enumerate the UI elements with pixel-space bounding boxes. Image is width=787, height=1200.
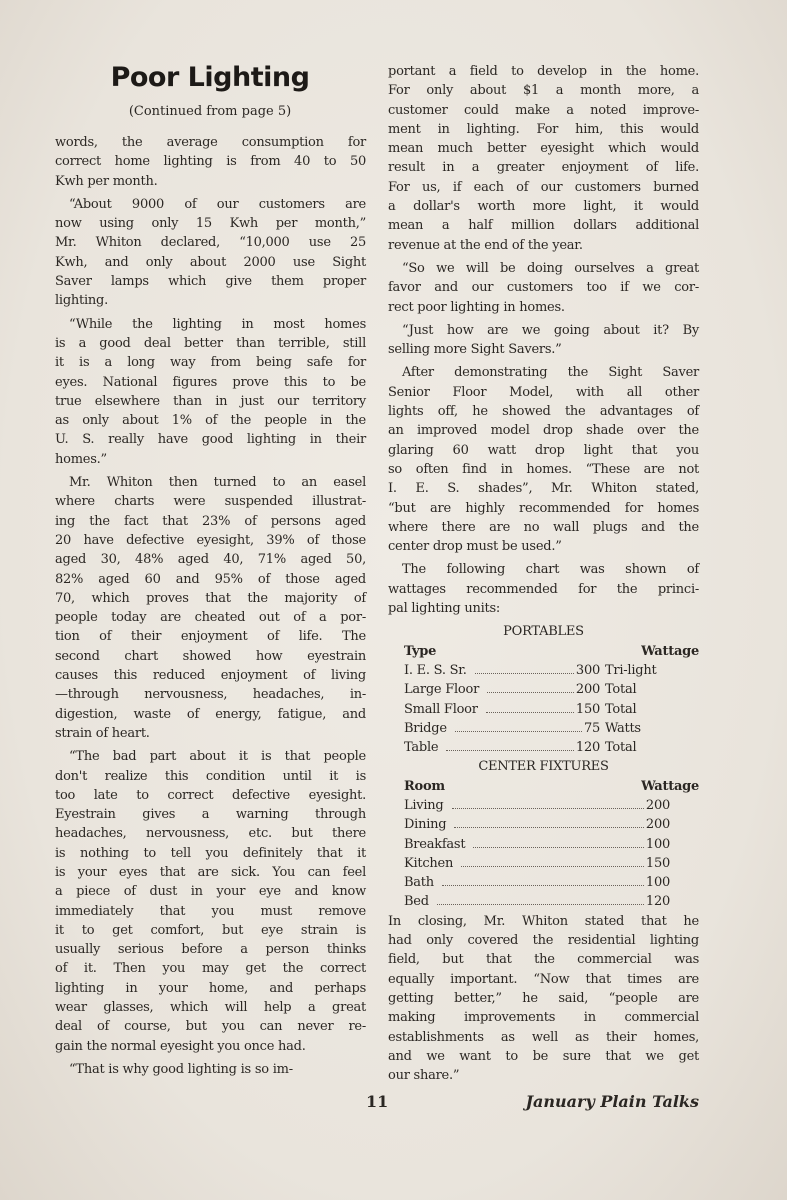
row-wattage: 75 bbox=[583, 720, 600, 736]
dot-leader bbox=[446, 750, 574, 751]
center-fixtures-col-wattage: Wattage bbox=[641, 778, 699, 794]
row-wattage: 100 bbox=[645, 875, 670, 891]
text-line: deal of course, but you can never re- bbox=[55, 1019, 366, 1035]
table-row bbox=[388, 854, 699, 873]
row-unit: Total bbox=[605, 740, 637, 756]
text-line: selling more Sight Savers.” bbox=[388, 342, 562, 358]
table-row bbox=[388, 719, 699, 738]
text-line: “While the lighting in most homes bbox=[69, 316, 366, 332]
row-wattage: 200 bbox=[575, 682, 600, 698]
text-line: had only covered the residential lighting bbox=[388, 933, 699, 949]
paragraph bbox=[388, 62, 699, 255]
paragraph bbox=[55, 473, 366, 743]
text-line: Kwh per month. bbox=[55, 173, 158, 189]
text-line: where there are no wall plugs and the bbox=[388, 519, 699, 535]
text-line: U. S. really have good lighting in their bbox=[55, 432, 366, 448]
text-line: center drop must be used.” bbox=[388, 539, 562, 555]
portables-col-type: Type bbox=[404, 643, 437, 659]
text-line: mean a half million dollars additional bbox=[388, 218, 699, 234]
text-line: wattages recommended for the princi- bbox=[388, 581, 699, 597]
dot-leader bbox=[473, 847, 644, 848]
row-wattage: 200 bbox=[645, 817, 670, 833]
text-line: making improvements in commercial bbox=[388, 1010, 699, 1026]
text-line: revenue at the end of the year. bbox=[388, 237, 583, 253]
text-line: rect poor lighting in homes. bbox=[388, 299, 565, 315]
text-line: result in a greater enjoyment of life. bbox=[388, 160, 699, 176]
text-line: customer could make a noted improve- bbox=[388, 102, 699, 118]
text-line: so often find in homes. “These are not bbox=[388, 461, 699, 477]
right-column-text-before bbox=[388, 62, 699, 618]
row-label: Dining bbox=[404, 817, 447, 833]
paragraph bbox=[388, 363, 699, 556]
center-fixtures-heading: CENTER FIXTURES bbox=[478, 759, 609, 775]
row-label: Bath bbox=[404, 875, 434, 891]
paragraph bbox=[55, 1060, 366, 1079]
portables-heading: PORTABLES bbox=[503, 624, 584, 640]
table-row bbox=[388, 680, 699, 699]
row-wattage: 300 bbox=[575, 662, 600, 678]
text-line: “Just how are we going about it? By bbox=[402, 322, 699, 338]
row-wattage: 100 bbox=[645, 836, 670, 852]
text-line: 20 have defective eyesight, 39% of those bbox=[55, 532, 366, 548]
table-row bbox=[388, 815, 699, 834]
text-line: tion of their enjoyment of life. The bbox=[55, 629, 366, 645]
text-line: I. E. S. shades”, Mr. Whiton stated, bbox=[388, 481, 699, 497]
text-line: wear glasses, which will help a great bbox=[55, 1000, 366, 1016]
text-line: people today are cheated out of a por- bbox=[55, 610, 366, 626]
text-line: correct home lighting is from 40 to 50 bbox=[55, 154, 366, 170]
text-line: don't realize this condition until it is bbox=[55, 768, 366, 784]
text-line: Mr. Whiton declared, “10,000 use 25 bbox=[55, 235, 366, 251]
paragraph bbox=[55, 315, 366, 469]
text-line: favor and our customers too if we cor- bbox=[388, 280, 699, 296]
text-line: gain the normal eyesight you once had. bbox=[55, 1038, 306, 1054]
table-row bbox=[388, 700, 699, 719]
paragraph bbox=[55, 195, 366, 311]
text-line: a piece of dust in your eye and know bbox=[55, 884, 366, 900]
article-subtitle: (Continued from page 5) bbox=[128, 104, 292, 119]
table-row bbox=[388, 661, 699, 680]
text-line: digestion, waste of energy, fatigue, and bbox=[55, 706, 366, 722]
dot-leader bbox=[452, 808, 644, 809]
dot-leader bbox=[454, 827, 644, 828]
text-line: now using only 15 Kwh per month,” bbox=[55, 216, 366, 232]
article-title: Poor Lighting bbox=[110, 62, 310, 93]
text-line: Senior Floor Model, with all other bbox=[388, 384, 699, 400]
text-line: “but are highly recommended for homes bbox=[388, 500, 699, 516]
row-unit: Tri-light bbox=[605, 662, 657, 678]
row-unit: Total bbox=[605, 701, 637, 717]
text-line: too late to correct defective eyesight. bbox=[55, 787, 366, 803]
text-line: glaring 60 watt drop light that you bbox=[388, 442, 699, 458]
text-line: After demonstrating the Sight Saver bbox=[402, 365, 699, 381]
row-label: Breakfast bbox=[404, 836, 466, 852]
text-line: Kwh, and only about 2000 use Sight bbox=[55, 254, 366, 270]
paragraph bbox=[388, 912, 699, 1086]
row-label: Small Floor bbox=[404, 701, 478, 717]
right-column-text-after bbox=[388, 912, 699, 1086]
right-column bbox=[388, 62, 699, 1089]
row-label: I. E. S. Sr. bbox=[404, 662, 467, 678]
magazine-name: January Plain Talks bbox=[525, 1092, 699, 1111]
row-unit: Watts bbox=[605, 720, 641, 736]
row-label: Bed bbox=[404, 894, 429, 910]
text-line: equally important. “Now that times are bbox=[388, 971, 699, 987]
page-number: 11 bbox=[366, 1092, 389, 1111]
text-line: is your eyes that are sick. You can feel bbox=[55, 864, 366, 880]
row-unit: Total bbox=[605, 682, 637, 698]
text-line: second chart showed how eyestrain bbox=[55, 648, 366, 664]
paragraph bbox=[55, 747, 366, 1056]
table-row bbox=[388, 738, 699, 757]
text-line: getting better,” he said, “people are bbox=[388, 990, 699, 1006]
text-line: 82% aged 60 and 95% of those aged bbox=[55, 571, 366, 587]
text-line: field, but that the commercial was bbox=[388, 952, 699, 968]
text-line: strain of heart. bbox=[55, 725, 150, 741]
text-line: it is a long way from being safe for bbox=[55, 355, 366, 371]
dot-leader bbox=[486, 712, 574, 713]
paragraph bbox=[388, 259, 699, 317]
text-line: and we want to be sure that we get bbox=[388, 1048, 699, 1064]
portables-table bbox=[388, 622, 699, 757]
text-line: In closing, Mr. Whiton stated that he bbox=[388, 913, 699, 929]
text-line: lighting. bbox=[55, 293, 108, 309]
text-line: as only about 1% of the people in the bbox=[55, 413, 366, 429]
text-line: an improved model drop shade over the bbox=[388, 423, 699, 439]
text-line: Eyestrain gives a warning through bbox=[55, 807, 366, 823]
paragraph bbox=[388, 560, 699, 618]
row-label: Large Floor bbox=[404, 682, 480, 698]
left-column bbox=[55, 133, 366, 1083]
text-line: of it. Then you may get the correct bbox=[55, 961, 366, 977]
text-line: usually serious before a person thinks bbox=[55, 942, 366, 958]
text-line: For only about $1 a month more, a bbox=[388, 83, 699, 99]
table-row bbox=[388, 873, 699, 892]
text-line: “The bad part about it is that people bbox=[69, 749, 366, 765]
row-label: Bridge bbox=[404, 720, 447, 736]
text-line: homes.” bbox=[55, 451, 107, 467]
row-wattage: 150 bbox=[575, 701, 600, 717]
text-line: pal lighting units: bbox=[388, 601, 501, 617]
portables-col-wattage: Wattage bbox=[641, 643, 699, 659]
text-line: portant a field to develop in the home. bbox=[388, 64, 699, 79]
row-wattage: 120 bbox=[575, 740, 600, 756]
dot-leader bbox=[461, 866, 644, 867]
dot-leader bbox=[487, 692, 574, 693]
row-label: Living bbox=[404, 797, 444, 813]
center-fixtures-col-room: Room bbox=[404, 778, 445, 794]
text-line: words, the average consumption for bbox=[55, 135, 366, 150]
center-fixtures-table bbox=[388, 757, 699, 911]
text-line: mean much better eyesight which would bbox=[388, 141, 699, 157]
text-line: establishments as well as their homes, bbox=[388, 1029, 699, 1045]
text-line: aged 30, 48% aged 40, 71% aged 50, bbox=[55, 552, 366, 568]
text-line: Mr. Whiton then turned to an easel bbox=[69, 475, 366, 491]
text-line: “About 9000 of our customers are bbox=[69, 196, 366, 212]
text-line: ment in lighting. For him, this would bbox=[388, 121, 699, 137]
text-line: For us, if each of our customers burned bbox=[388, 179, 699, 195]
text-line: 70, which proves that the majority of bbox=[55, 590, 366, 606]
text-line: causes this reduced enjoyment of living bbox=[55, 668, 366, 684]
table-row bbox=[388, 796, 699, 815]
text-line: lighting in your home, and perhaps bbox=[55, 980, 366, 996]
dot-leader bbox=[437, 904, 644, 905]
text-line: our share.” bbox=[388, 1068, 460, 1084]
text-line: a dollar's worth more light, it would bbox=[388, 199, 699, 215]
text-line: Saver lamps which give them proper bbox=[55, 274, 366, 290]
text-line: ing the fact that 23% of persons aged bbox=[55, 513, 366, 529]
text-line: it to get comfort, but eye strain is bbox=[55, 922, 366, 938]
table-row bbox=[388, 892, 699, 911]
text-line: lights off, he showed the advantages of bbox=[388, 404, 699, 420]
row-wattage: 150 bbox=[645, 855, 670, 871]
row-label: Table bbox=[404, 740, 439, 756]
text-line: The following chart was shown of bbox=[402, 562, 699, 578]
text-line: eyes. National figures prove this to be bbox=[55, 374, 366, 390]
dot-leader bbox=[475, 673, 574, 674]
paragraph bbox=[388, 321, 699, 360]
text-line: is nothing to tell you definitely that it bbox=[55, 845, 366, 861]
text-line: where charts were suspended illustrat- bbox=[55, 494, 366, 510]
text-line: —through nervousness, headaches, in- bbox=[55, 687, 366, 703]
row-wattage: 200 bbox=[645, 797, 670, 813]
paragraph bbox=[55, 133, 366, 191]
text-line: true elsewhere than in just our territory bbox=[55, 393, 366, 409]
dot-leader bbox=[455, 731, 582, 732]
text-line: “That is why good lighting is so im- bbox=[69, 1061, 293, 1077]
dot-leader bbox=[442, 885, 644, 886]
text-line: “So we will be doing ourselves a great bbox=[402, 260, 699, 276]
text-line: is a good deal better than terrible, still bbox=[55, 335, 366, 351]
table-row bbox=[388, 835, 699, 854]
text-line: immediately that you must remove bbox=[55, 903, 366, 919]
text-line: headaches, nervousness, etc. but there bbox=[55, 826, 366, 842]
row-label: Kitchen bbox=[404, 855, 454, 871]
row-wattage: 120 bbox=[645, 894, 670, 910]
